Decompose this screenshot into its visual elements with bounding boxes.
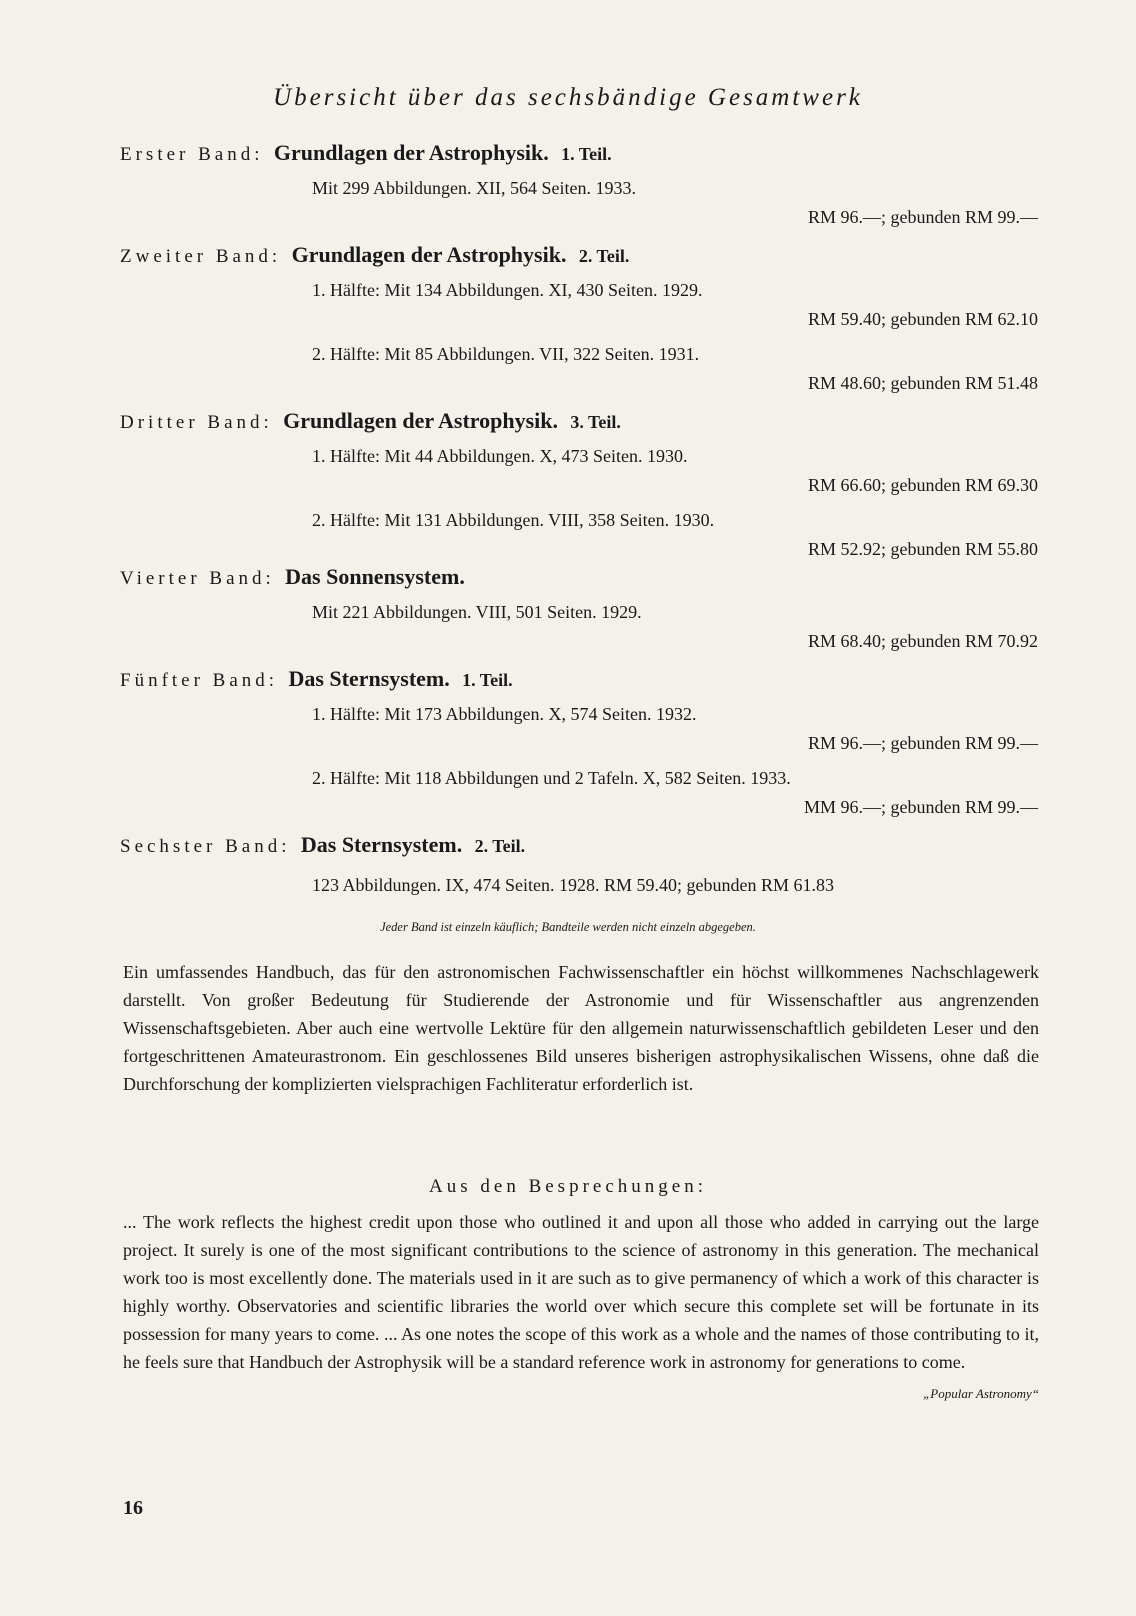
volume-title: Grundlagen der Astrophysik. — [283, 408, 559, 433]
volume-label: Dritter Band: — [120, 412, 273, 433]
review-source: „Popular Astronomy“ — [923, 1386, 1039, 1401]
volume-2-heading — [120, 242, 629, 268]
volume-1-price: RM 96.—; gebunden RM 99.— — [807, 207, 1038, 227]
volume-part: 2. Teil. — [578, 246, 630, 266]
availability-note: Jeder Band ist einzeln käuflich; Bandteile werden nicht einzeln abgegeben. — [380, 920, 756, 934]
volume-2-part-1-price: RM 59.40; gebunden RM 62.10 — [807, 309, 1038, 329]
volume-3-heading — [120, 408, 621, 434]
page-title: Übersicht über das sechsbändige Gesamtwerk — [273, 84, 863, 111]
volume-title: Das Sonnensystem. — [285, 564, 465, 589]
volume-part: 3. Teil. — [570, 412, 621, 432]
volume-2-part-1-details: 1. Hälfte: Mit 134 Abbildungen. XI, 430 Seiten. 1929. — [312, 280, 703, 300]
volume-1-details: Mit 299 Abbildungen. XII, 564 Seiten. 1933. — [312, 178, 636, 198]
volume-label: Sechster Band: — [120, 836, 291, 857]
volume-6-heading — [120, 832, 525, 858]
volume-label: Zweiter Band: — [120, 246, 282, 267]
description-paragraph: Ein umfassendes Handbuch, das für den astronomischen Fachwissenschaftler ein höchst willkommenes Nachschlagewerk darstellt. Von großer Bedeutung für Studierende der Astronomie und für Wissenschaftler aus angrenzenden Wissenschaftsgebieten. Aber auch eine wertvolle Lektüre für den allgemein naturwissenschaftlich gebildeten Leser und den fortgeschrittenen Amateurastronom. Ein geschlossenes Bild unseres bisherigen astrophysikalischen Wissens, ohne daß die Durchforschung der komplizierten vielsprachigen Fachliteratur erforderlich ist. — [123, 962, 1039, 1094]
volume-label: Vierter Band: — [120, 568, 275, 589]
page-number: 16 — [123, 1497, 143, 1519]
volume-5-part-2-price: MM 96.—; gebunden RM 99.— — [804, 797, 1038, 817]
volume-4-details: Mit 221 Abbildungen. VIII, 501 Seiten. 1929. — [312, 602, 642, 622]
volume-2-part-2-details: 2. Hälfte: Mit 85 Abbildungen. VII, 322 Seiten. 1931. — [312, 344, 700, 364]
volume-part: 1. Teil. — [462, 670, 513, 690]
volume-5-heading — [120, 666, 513, 692]
volume-4-price: RM 68.40; gebunden RM 70.92 — [807, 631, 1038, 651]
volume-3-part-2-price: RM 52.92; gebunden RM 55.80 — [807, 539, 1038, 559]
review-quote — [123, 1208, 1039, 1408]
volume-5-part-2-details: 2. Hälfte: Mit 118 Abbildungen und 2 Tafeln. X, 582 Seiten. 1933. — [312, 768, 791, 788]
volume-title: Das Sternsystem. — [288, 666, 450, 691]
volume-1-heading — [120, 140, 612, 166]
volume-title: Grundlagen der Astrophysik. — [273, 140, 549, 165]
volume-3-part-2-details: 2. Hälfte: Mit 131 Abbildungen. VIII, 358 Seiten. 1930. — [312, 510, 715, 530]
volume-6-details: 123 Abbildungen. IX, 474 Seiten. 1928. RM 59.40; gebunden RM 61.83 — [312, 875, 834, 895]
volume-3-part-1-details: 1. Hälfte: Mit 44 Abbildungen. X, 473 Seiten. 1930. — [312, 446, 688, 466]
volume-title: Das Sternsystem. — [300, 832, 463, 857]
volume-2-part-2-price: RM 48.60; gebunden RM 51.48 — [807, 373, 1038, 393]
volume-5-part-1-price: RM 96.—; gebunden RM 99.— — [807, 733, 1038, 753]
reviews-heading: Aus den Besprechungen: — [429, 1176, 707, 1197]
volume-title: Grundlagen der Astrophysik. — [291, 242, 567, 267]
volume-5-part-1-details: 1. Hälfte: Mit 173 Abbildungen. X, 574 Seiten. 1932. — [312, 704, 697, 724]
volume-label: Fünfter Band: — [120, 670, 279, 691]
volume-part: 1. Teil. — [561, 144, 612, 164]
volume-part: 2. Teil. — [474, 836, 526, 856]
volume-3-part-1-price: RM 66.60; gebunden RM 69.30 — [807, 475, 1038, 495]
review-text: ... The work reflects the highest credit upon those who outlined it and upon all those who added in carrying out the large project. It surely is one of the most significant contributions to the science of astronomy in this generation. The mechanical work too is most excellently done. The materials used in it are such as to give permanency of which a work of this character is highly worthy. Observatories and scientific libraries the world over which secure this complete set will be fortunate in its possession for many years to come. ... As one notes the scope of this work as a whole and the names of those contributing to it, he feels sure that Handbuch der Astrophysik will be a standard reference work in astronomy for generations to come. — [123, 1212, 1039, 1372]
volume-label: Erster Band: — [120, 144, 264, 165]
volume-4-heading — [120, 564, 465, 590]
